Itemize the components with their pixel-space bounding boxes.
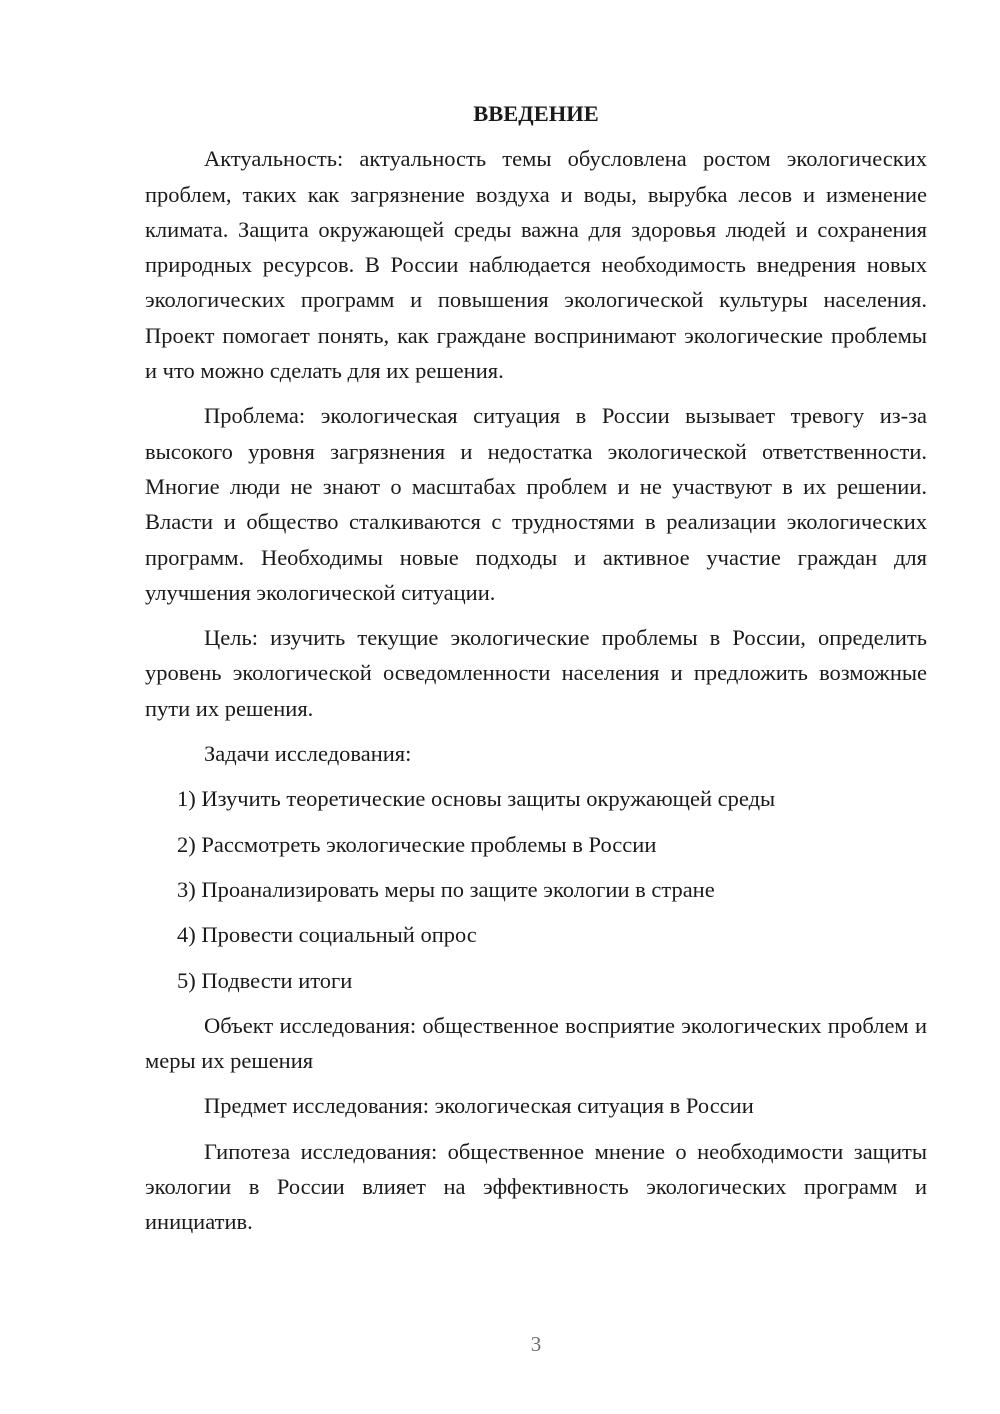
hypothesis-paragraph: Гипотеза исследования: общественное мнение о необходимости защиты экологии в России влияет на эффективность экологических программ и инициатив. (145, 1138, 927, 1235)
tasks-list (145, 781, 927, 997)
page-number: 3 (530, 1332, 542, 1356)
list-item: 4) Провести социальный опрос (177, 922, 477, 948)
page-title: ВВЕДЕНИЕ (473, 101, 599, 126)
list-item: 1) Изучить теоретические основы защиты окружающей среды (177, 786, 776, 812)
page-content (145, 96, 927, 1250)
tasks-title: Задачи исследования: (204, 741, 412, 767)
list-item: 5) Подвести итоги (177, 967, 353, 993)
goal-paragraph: Цель: изучить текущие экологические проблемы в России, определить уровень экологической осведомленности населения и предложить возможные пути их решения. (145, 625, 927, 721)
list-item: 3) Проанализировать меры по защите экологии в стране (177, 876, 715, 902)
list-item: 2) Рассмотреть экологические проблемы в России (177, 831, 657, 857)
object-paragraph: Объект исследования: общественное восприятие экологических проблем и меры их решения (145, 1012, 927, 1074)
subject-paragraph: Предмет исследования: экологическая ситуация в России (204, 1093, 754, 1119)
relevance-paragraph: Актуальность: актуальность темы обусловлена ростом экологических проблем, таких как загрязнение воздуха и воды, вырубка лесов и изменение климата. Защита окружающей среды важна для здоровья людей и сохранения природных ресурсов. В России наблюдается необходимость внедрения новых экологических программ и повышения экологической культуры населения. Проект помогает понять, как граждане воспринимают экологические проблемы и что можно сделать для их решения. (145, 146, 927, 384)
problem-paragraph: Проблема: экологическая ситуация в России вызывает тревогу из-за высокого уровня загрязнения и недостатка экологической ответственности. Многие люди не знают о масштабах проблем и не участвуют в их решении. Власти и общество сталкиваются с трудностями в реализации экологических программ. Необходимы новые подходы и активное участие граждан для улучшения экологической ситуации. (145, 403, 927, 605)
